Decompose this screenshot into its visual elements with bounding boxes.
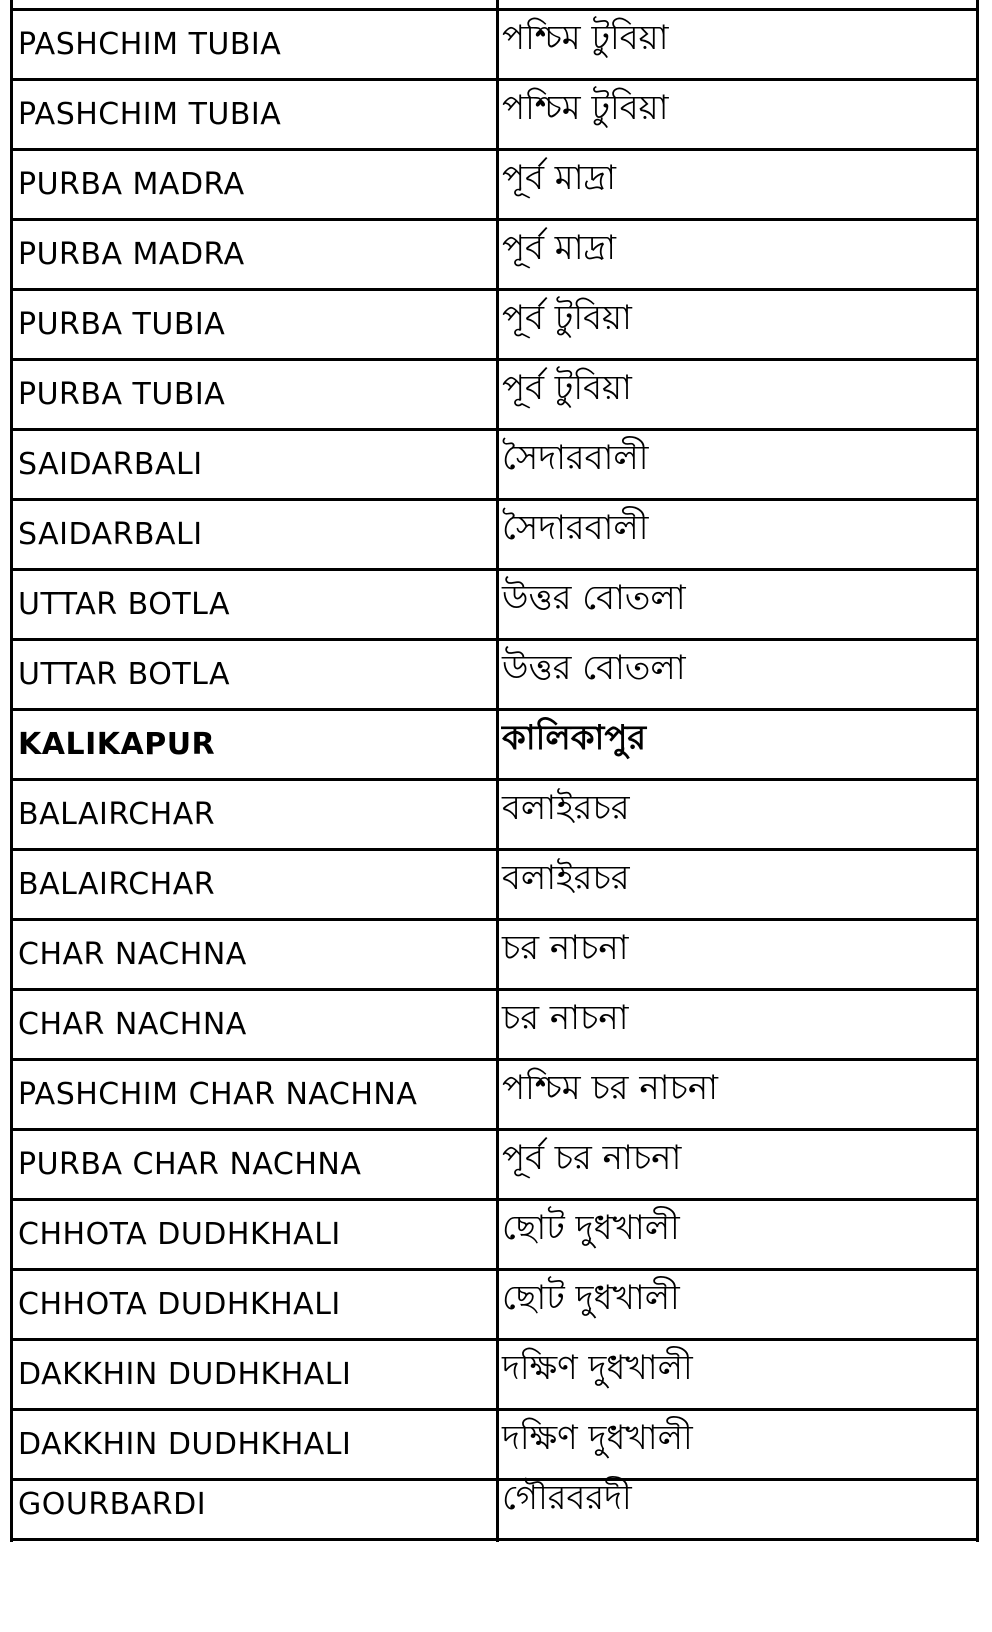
english-name-cell: BALAIRCHAR xyxy=(18,867,216,902)
english-name-cell: GOURBARDI xyxy=(18,1487,207,1522)
english-name-cell: PASHCHIM TUBIA xyxy=(18,97,282,132)
table-right-border xyxy=(976,0,979,1542)
english-name-cell: SAIDARBALI xyxy=(18,447,203,482)
bengali-name-cell: পশ্চিম টুবিয়া xyxy=(502,18,669,58)
english-name-cell: PURBA TUBIA xyxy=(18,307,226,342)
english-name-cell: PASHCHIM TUBIA xyxy=(18,27,282,62)
table-row xyxy=(10,641,979,711)
english-name-cell: CHAR NACHNA xyxy=(18,937,247,972)
english-name-cell: CHHOTA DUDHKHALI xyxy=(18,1217,341,1252)
table-row xyxy=(10,1061,979,1131)
english-name-cell: BALAIRCHAR xyxy=(18,797,216,832)
bengali-name-cell: চর নাচনা xyxy=(502,928,629,968)
english-name-cell: CHAR NACHNA xyxy=(18,1007,247,1042)
table-row xyxy=(10,81,979,151)
table-top-edge xyxy=(10,0,979,11)
english-name-cell: CHHOTA DUDHKHALI xyxy=(18,1287,341,1322)
english-name-cell: PURBA MADRA xyxy=(18,237,245,272)
table-row xyxy=(10,991,979,1061)
table-row xyxy=(10,291,979,361)
bengali-name-cell: কালিকাপুর xyxy=(502,718,647,758)
table-row xyxy=(10,431,979,501)
bengali-name-cell: দক্ষিণ দুধখালী xyxy=(502,1348,693,1388)
table-left-border xyxy=(10,0,13,1542)
english-name-cell: KALIKAPUR xyxy=(18,727,216,762)
bengali-name-cell: বলাইরচর xyxy=(502,858,630,898)
bengali-name-cell: বলাইরচর xyxy=(502,788,630,828)
bengali-name-cell: পশ্চিম টুবিয়া xyxy=(502,88,669,128)
table-row xyxy=(10,11,979,81)
bengali-name-cell: উত্তর বোতলা xyxy=(502,648,686,688)
english-name-cell: SAIDARBALI xyxy=(18,517,203,552)
bengali-name-cell: সৈদারবালী xyxy=(502,508,649,548)
table-row xyxy=(10,221,979,291)
table-row-group-heading xyxy=(10,711,979,781)
table-row xyxy=(10,1341,979,1411)
bengali-name-cell: পূর্ব মাদ্রা xyxy=(502,228,617,268)
english-name-cell: DAKKHIN DUDHKHALI xyxy=(18,1357,352,1392)
table-row xyxy=(10,921,979,991)
table-row xyxy=(10,571,979,641)
table-row xyxy=(10,1201,979,1271)
english-name-cell: PASHCHIM CHAR NACHNA xyxy=(18,1077,418,1112)
table-row xyxy=(10,1131,979,1201)
english-name-cell: UTTAR BOTLA xyxy=(18,587,231,622)
english-name-cell: PURBA MADRA xyxy=(18,167,245,202)
bengali-name-cell: দক্ষিণ দুধখালী xyxy=(502,1418,693,1458)
english-name-cell: PURBA CHAR NACHNA xyxy=(18,1147,362,1182)
bengali-name-cell: পশ্চিম চর নাচনা xyxy=(502,1068,718,1108)
table-row xyxy=(10,1471,979,1541)
table-row xyxy=(10,1271,979,1341)
table-row xyxy=(10,851,979,921)
bengali-name-cell: উত্তর বোতলা xyxy=(502,578,686,618)
table-row xyxy=(10,151,979,221)
table-row xyxy=(10,361,979,431)
table-row xyxy=(10,781,979,851)
bengali-name-cell: পূর্ব টুবিয়া xyxy=(502,368,632,408)
column-divider xyxy=(496,0,499,1542)
bengali-name-cell: পূর্ব চর নাচনা xyxy=(502,1138,682,1178)
english-name-cell: UTTAR BOTLA xyxy=(18,657,231,692)
bengali-name-cell: গৌরবরদী xyxy=(502,1478,632,1518)
english-name-cell: DAKKHIN DUDHKHALI xyxy=(18,1427,352,1462)
bengali-name-cell: পূর্ব টুবিয়া xyxy=(502,298,632,338)
table-row xyxy=(10,501,979,571)
bengali-name-cell: পূর্ব মাদ্রা xyxy=(502,158,617,198)
english-name-cell: PURBA TUBIA xyxy=(18,377,226,412)
bengali-name-cell: সৈদারবালী xyxy=(502,438,649,478)
bengali-name-cell: ছোট দুধখালী xyxy=(502,1208,680,1248)
bengali-name-cell: চর নাচনা xyxy=(502,998,629,1038)
bengali-name-cell: ছোট দুধখালী xyxy=(502,1278,680,1318)
